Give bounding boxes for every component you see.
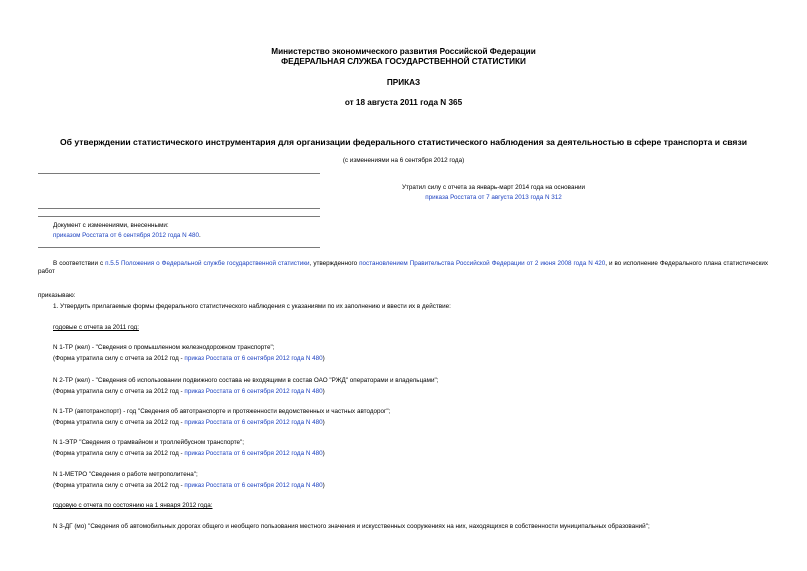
preamble [38, 260, 768, 276]
doc-type: ПРИКАЗ [386, 78, 421, 87]
expired-text: Утратил силу с отчета за январь-март 2014 года на основании [402, 184, 585, 191]
form-name: N 1-ЭТР "Сведения о трамвайном и троллейбусном транспорте"; [53, 439, 245, 446]
annual2-heading: годовую с отчета по состоянию на 1 января 2012 года: [53, 502, 213, 509]
changes-label: Документ с изменениями, внесенными: [53, 222, 169, 229]
form-note-suffix: ) [322, 450, 325, 457]
form-note-suffix: ) [322, 388, 325, 395]
divider [38, 173, 320, 174]
annual-heading: годовые с отчета за 2011 год: [53, 324, 139, 331]
form-note [53, 388, 325, 396]
form-name: N 1-МЕТРО "Сведения о работе метрополитена"; [53, 471, 198, 478]
changes-link[interactable]: приказом Росстата от 6 сентября 2012 года N 480 [53, 232, 199, 239]
form-note-prefix: (Форма утратила силу с отчета за 2012 год - [53, 355, 185, 362]
changes-line [53, 232, 201, 239]
expired-link[interactable]: приказа Росстата от 7 августа 2013 года N 312 [425, 194, 562, 201]
form-name: N 2-ТР (жел) - "Сведения об использовании подвижного состава не входящими в состав ОАО "РЖД" операторами и владельцами"; [53, 377, 439, 384]
form-note-link[interactable]: приказ Росстата от 6 сентября 2012 года N 480 [184, 388, 323, 395]
form-note [53, 419, 325, 427]
ministry-name: Министерство экономического развития Российской Федерации [271, 47, 536, 56]
form-note-link[interactable]: приказ Росстата от 6 сентября 2012 года N 480 [184, 419, 323, 426]
form-note [53, 450, 325, 458]
form-name: N 1-ТР (жел) - "Сведения о промышленном железнодорожном транспорте"; [53, 344, 275, 351]
form-note-prefix: (Форма утратила силу с отчета за 2012 год - [53, 482, 185, 489]
form-note-suffix: ) [322, 482, 325, 489]
form-note-suffix: ) [322, 355, 325, 362]
changes-suffix: . [199, 232, 201, 239]
form-note [53, 482, 325, 490]
form-note-prefix: (Форма утратила силу с отчета за 2012 год - [53, 388, 185, 395]
form-name: N 1-ТР (автотранспорт) - год "Сведения об автотранспорте и протяженности ведомственных и частных автодорог"; [53, 408, 391, 415]
divider [38, 208, 320, 209]
divider [38, 216, 320, 217]
preamble-text-1: В соответствии с [53, 260, 106, 267]
doc-title: Об утверждении статистического инструментария для организации федерального статистического наблюдения за деятельностью в сфере транспорта и связи [60, 137, 747, 147]
amended-note: (с изменениями на 6 сентября 2012 года) [342, 157, 465, 164]
order-word: приказываю: [38, 292, 76, 299]
government-decree-link[interactable]: постановлением Правительства Российской Федерации от 2 июня 2008 года N 420 [359, 260, 606, 267]
form-note-link[interactable]: приказ Росстата от 6 сентября 2012 года N 480 [184, 355, 323, 362]
divider [38, 247, 320, 248]
item-1: 1. Утвердить прилагаемые формы федерального статистического наблюдения с указаниями по их заполнению и ввести их в действие: [53, 303, 451, 310]
form-note-prefix: (Форма утратила силу с отчета за 2012 год - [53, 419, 185, 426]
doc-date-number: от 18 августа 2011 года N 365 [344, 98, 463, 107]
preamble-text-2: , утвержденного [309, 260, 360, 267]
service-name: ФЕДЕРАЛЬНАЯ СЛУЖБА ГОСУДАРСТВЕННОЙ СТАТИСТИКИ [281, 57, 526, 66]
preamble-text-3: , и во исполнение Федерального плана статистических работ [38, 260, 768, 275]
form-note-suffix: ) [322, 419, 325, 426]
form-note-link[interactable]: приказ Росстата от 6 сентября 2012 года N 480 [184, 450, 323, 457]
form-note-prefix: (Форма утратила силу с отчета за 2012 год - [53, 450, 185, 457]
form-name-last: N 3-ДГ (мо) "Сведения об автомобильных дорогах общего и необщего пользования местного значения и искусственных сооружениях на них, находящихся в собственности муниципальных образований"; [53, 523, 650, 530]
form-note [53, 355, 325, 363]
regulation-link[interactable]: п.5.5 Положения о Федеральной службе государственной статистики [105, 260, 310, 267]
form-note-link[interactable]: приказ Росстата от 6 сентября 2012 года N 480 [184, 482, 323, 489]
